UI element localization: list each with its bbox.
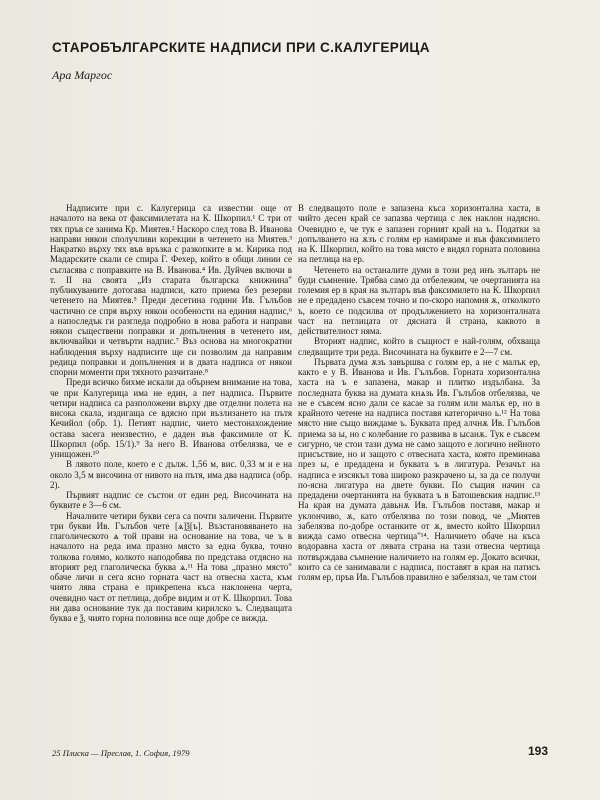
paragraph: Надписите при с. Калугерица са известни още от началото на века от факсимилетата на К. Шкорпил.¹ С три от тях пръв се занима Кр. Миятев.² Наскоро след това В. Иванова направи някои сполучливи корекции в четенето на Миятев.³ Накратко върху тях във връзка с разкопките в м. Кирика под Мадарските скали се спира Г. Фехер, който в общи линии се съгласява с поправките на В. Иванова.⁴ Ив. Дуйчев включи в т. II на своята „Из старата българска книжнина" публикуваните дотогава надписи, като приема без резерви четенето на Миятев.⁵ Преди десетина години Ив. Гълъбов частично се спря върху някои особености на единия надпис,⁶ а напоследък ги разгледа подробно в нова работа и направи някои съществени поправки и допълнения в четенето им, включвайки и четвърти надпис.⁷ Въз основа на многократни наблюдения върху надписите ще си позволим да направим редица поправки и допълнения и в двата надписа от някои спорни моменти при тяхното разчитане.⁸	[50, 203, 292, 377]
paragraph: Вторият надпис, който в същност е най-голям, обхваща следващите три реда. Височината на буквите е 2—7 см.	[298, 336, 540, 357]
paragraph: Първата дума ѫзъ завършва с голям ер, а не с малък ер, както е у В. Иванова и Ив. Гълъбов. Горната хоризонтална хаста на ъ е запазена, макар и плитко издълбана. За последната буква на думата кнѧзь Ив. Гълъбов отбелязва, че не е съвсем ясно дали се касае за голям или малък ер, но в крайното четене на надписа поставя категорично ь.¹² На това място ние също виждаме ъ. Буквата пред алчнѫ Ив. Гълъбов приема за ы, но с колебание го развива в ысанѫ. Тук е съвсем сигурно, че стои тази дума не само защото е логично нейното присъствие, но и защото с отвесната хаста, която преминава през ы, е предадена и буквата ъ в лигатура. Резачът на надписа е изсякъл това широко разкрачено ы, за да се получи по-ясна лигатура на двете букви. По същия начин са предадени очертанията на буквата ъ в Батошевския надпис.¹³ На края на думата давьнѫ Ив. Гълъбов поставя, макар и уклончиво, ѫ, като отбелязва по този повод, че „Миятев забелязва по-добре останките от ѫ, вместо който Шкорпил вижда само отвесна чертица"¹⁴. Наличието обаче на къса водоравна хаста от лявата страна на тази отвесна чертица потвърждава съмнение наличието на голям ер. Докато всички, които са се занимавали с надписа, поставят в края на патисъ голям ер, пръв Ив. Гълъбов правилно е забелязал, че там стои	[298, 356, 540, 582]
article-title: СТАРОБЪЛГАРСКИТЕ НАДПИСИ ПРИ С.КАЛУГЕРИЦА	[52, 40, 430, 55]
running-footer: 25 Плиска — Преслав, 1. София, 1979	[52, 748, 190, 758]
left-column	[50, 203, 292, 623]
paragraph: Първият надпис се състои от един ред. Височината на буквите е 3—6 см.	[50, 490, 292, 511]
paragraph: В лявото поле, което е с дълж. 1,56 м, вис. 0,33 м и е на около 3,5 м височина от нивото на пътя, има два надписа (обр. 2).	[50, 459, 292, 490]
page-number: 193	[528, 744, 549, 758]
paragraph: Преди всичко бихме искали да обърнем внимание на това, че при Калугерица има не един, а пет надписа. Първите четири надписа са разположени върху две отделни полета на висока скала, издигаща се вдясно при възлизането на пътя Кечийол (обр. 1). Петият надпис, чието местонахождение остава засега неизвестно, е даден във факсимиле от К. Шкорпил (обр. 15/1).⁹ За него В. Иванова отбелязва, че е унищожен.¹⁰	[50, 377, 292, 459]
paragraph: Началните четири букви сега са почти заличени. Първите три букви Ив. Гълъбов чете [ѧ]ѯ[ъ]. Възстановяването на глаголическото ѧ той прави на основание на това, че ъ в началото на реда има празно място за една буква, точно толкова голямо, колкото наподобява по представа отдясно на вторият ред глаголическа буква ѧ.¹¹ На това „празно място" обаче личи и сега ясно горната част на отвесна хаста, към чиято лява страна е прикрепена къса наклонена черта, очевидно част от петлица, добре видим и от К. Шкорпил. Това ни дава основание тук да поставим кирилско ъ. Следващата буква е ѯ, чиято горна половина все още добре се вижда.	[50, 510, 292, 623]
right-column	[298, 203, 540, 582]
paragraph: В следващото поле е запазена къса хоризонтална хаста, в чийто десен край се запазва чертица с лек наклон надясно. Очевидно е, че тук е запазен горният край на ъ. Податки за допълването на ѫзъ с голям ер намираме и във факсимилето на К. Шкорпил, който на това място е видял горната половина на петлица на ер.	[298, 203, 540, 265]
article-author: Ара Маргос	[52, 68, 113, 82]
paragraph: Четенето на останалите думи в този ред инъ зълтаръ не буди съмнение. Трябва само да отбележим, че очертанията на големия ер в края на зълтаръ във факсимилето на К. Шкорпил не е предадено съвсем точно и по-скоро напомня ѫ, отколкото ъ, което се подсилва от продължението на хоризонталната част на петлицата от дясната й страна, каквото в действителност няма.	[298, 264, 540, 336]
